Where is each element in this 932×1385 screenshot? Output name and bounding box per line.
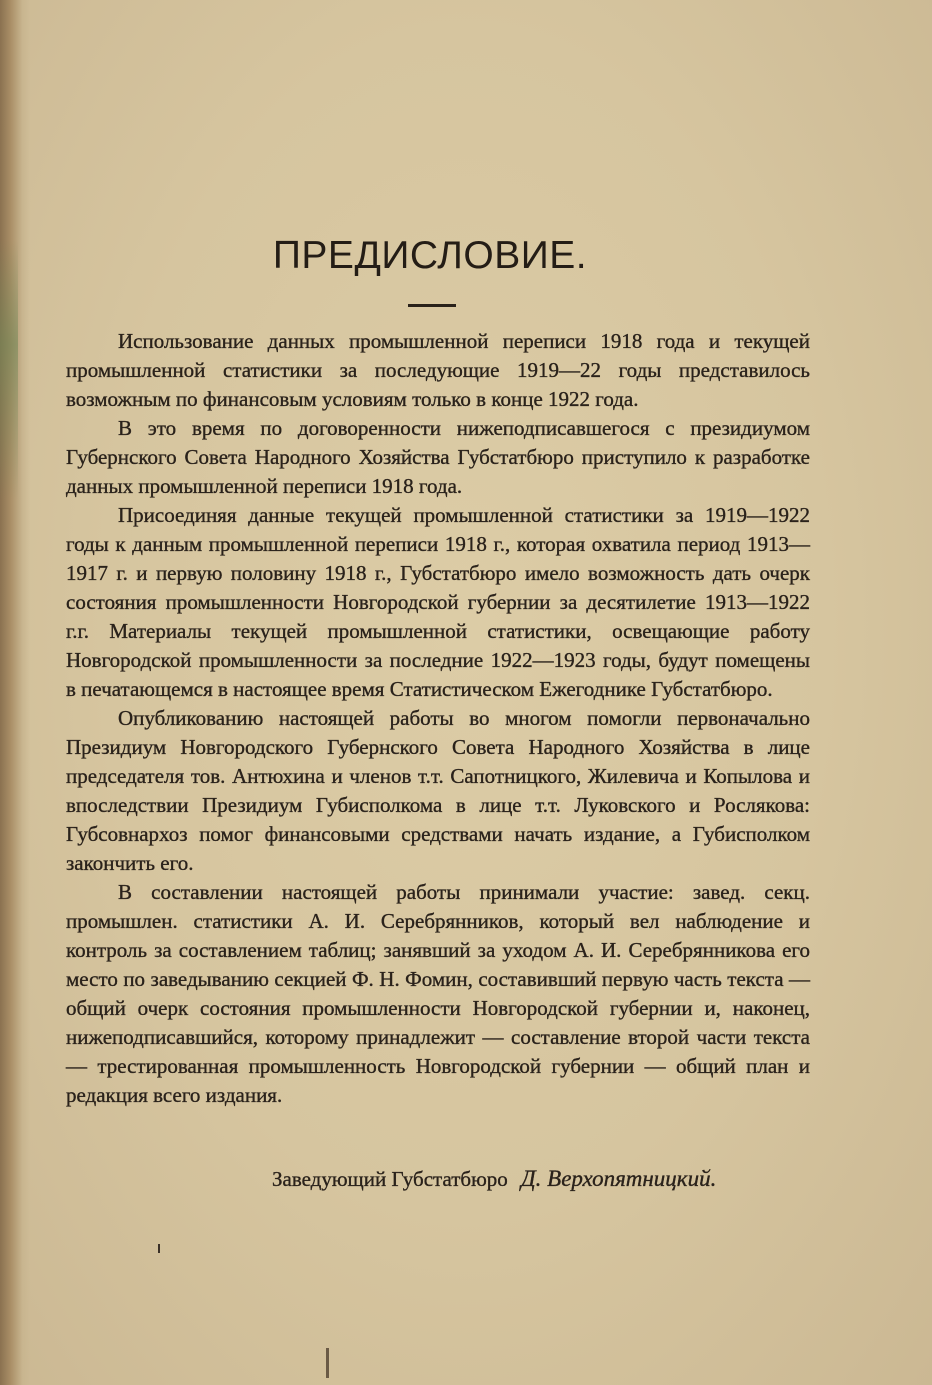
page-edge-stain <box>0 240 18 500</box>
signature-name: Д. Верхопятницкий. <box>521 1166 717 1191</box>
signature-line <box>272 1166 802 1192</box>
paper-speck <box>158 1244 160 1253</box>
title-divider <box>408 304 456 307</box>
paragraph-1: Использование данных промышленной переписи 1918 года и текущей промышленной статистики за последующие 1919—22 годы представилось возможным по финансовым условиям только в конце 1922 года. <box>66 329 810 411</box>
page-title: ПРЕДИСЛОВИЕ. <box>272 234 588 277</box>
paragraph-5: В составлении настоящей работы принимали участие: завед. секц. промышлен. статистики А. И. Серебрянников, который вел наблюдение и контроль за составлением таблиц; занявший за уходом А. И. Серебрянникова его место по заведыванию секцией Ф. Н. Фомин, составивший первую часть текста — общий очерк состояния промышленности Новгородской губернии и, наконец, нижеподписавшийся, которому принадлежит — составление второй части текста — трестированная промышленность Новгородской губернии — общий план и редакция всего издания. <box>66 880 810 1107</box>
paragraph-2: В это время по договоренности нижеподписавшегося с президиумом Губернского Совета Народного Хозяйства Губстатбюро приступило к разработке данных промышленной переписи 1918 года. <box>66 416 810 498</box>
paragraph-4: Опубликованию настоящей работы во многом помогли первоначально Президиум Новгородского Губернского Совета Народного Хозяйства в лице председателя тов. Антюхина и членов т.т. Сапотницкого, Жилевича и Копылова и впоследствии Президиум Губисполкома в лице т.т. Луковского и Рослякова: Губсовнархоз помог финансовыми средствами начать издание, а Губисполком закончить его. <box>66 706 810 875</box>
paper-crease-mark <box>326 1348 329 1378</box>
page-binding-edge <box>0 0 30 1385</box>
preface-body <box>66 327 810 1110</box>
signature-position: Заведующий Губстатбюро <box>272 1167 508 1191</box>
paragraph-3: Присоединяя данные текущей промышленной статистики за 1919—1922 годы к данным промышленной переписи 1918 г., которая охватила период 1913—1917 г. и первую половину 1918 г., Губстатбюро имело возможность дать очерк состояния промышленности Новгородской губернии за десятилетие 1913—1922 г.г. Материалы текущей промышленной статистики, освещающие работу Новгородской промышленности за последние 1922—1923 годы, будут помещены в печатающемся в настоящее время Статистическом Ежегоднике Губстатбюро. <box>66 503 810 701</box>
